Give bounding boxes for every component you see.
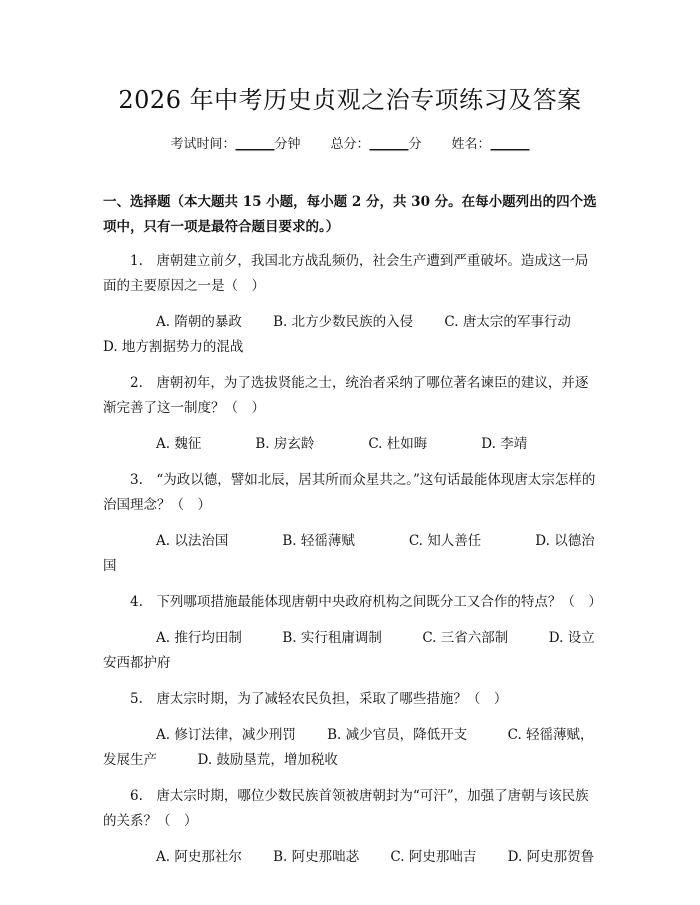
- question-options: A. 修订法律，减少刑罚 B. 减少官员，降低开支 C. 轻徭薄赋，发展生产 D. 鼓励垦荒，增加税收: [103, 727, 594, 768]
- question-options: A. 以法治国 B. 轻徭薄赋 C. 知人善任 D. 以德治国: [103, 533, 595, 574]
- page-title: 2026 年中考历史贞观之治专项练习及答案: [118, 86, 582, 114]
- question-options: A. 推行均田制 B. 实行租庸调制 C. 三省六部制 D. 设立安西都护府: [103, 630, 595, 671]
- score-blank: ______: [369, 137, 409, 152]
- question-stem: 1. 唐朝建立前夕，我国北方战乱频仍，社会生产遭到严重破坏。造成这一局面的主要原因之一是（ ）: [103, 253, 589, 294]
- question-section: [103, 190, 602, 881]
- question-stem: 5. 唐太宗时期，为了减轻农民负担，采取了哪些措施？（ ）: [130, 691, 508, 707]
- score-label: 总分：: [330, 137, 370, 152]
- time-unit: 分钟: [274, 137, 301, 152]
- question-stem: 6. 唐太宗时期，哪位少数民族首领被唐朝封为“可汗”，加强了唐朝与该民族的关系？（ ）: [103, 788, 589, 829]
- time-blank: ______: [235, 137, 275, 152]
- question-options: A. 隋朝的暴政 B. 北方少数民族的入侵 C. 唐太宗的军事行动 D. 地方割据势力的混战: [103, 314, 589, 355]
- exam-info-line: [0, 133, 700, 152]
- question-options: A. 魏征 B. 房玄龄 C. 杜如晦 D. 李靖: [156, 436, 528, 452]
- score-unit: 分: [408, 137, 422, 152]
- question-stem: 3. “为政以德，譬如北辰，居其所而众星共之。”这句话最能体现唐太宗怎样的治国理念？（ ）: [103, 472, 596, 513]
- name-blank: ______: [490, 137, 530, 152]
- question-options: A. 阿史那社尔 B. 阿史那咄苾 C. 阿史那咄吉 D. 阿史那贺鲁: [156, 849, 595, 865]
- question-stem: 2. 唐朝初年，为了选拔贤能之士，统治者采纳了哪位著名谏臣的建议，并逐渐完善了这一制度？（ ）: [103, 375, 589, 416]
- section-heading: 一、选择题（本大题共 15 小题，每小题 2 分，共 30 分。在每小题列出的四个选项中，只有一项是最符合题目要求的。）: [103, 194, 597, 235]
- time-label: 考试时间：: [170, 137, 236, 152]
- name-label: 姓名：: [451, 137, 491, 152]
- question-stem: 4. 下列哪项措施最能体现唐朝中央政府机构之间既分工又合作的特点？（ ）: [130, 594, 602, 610]
